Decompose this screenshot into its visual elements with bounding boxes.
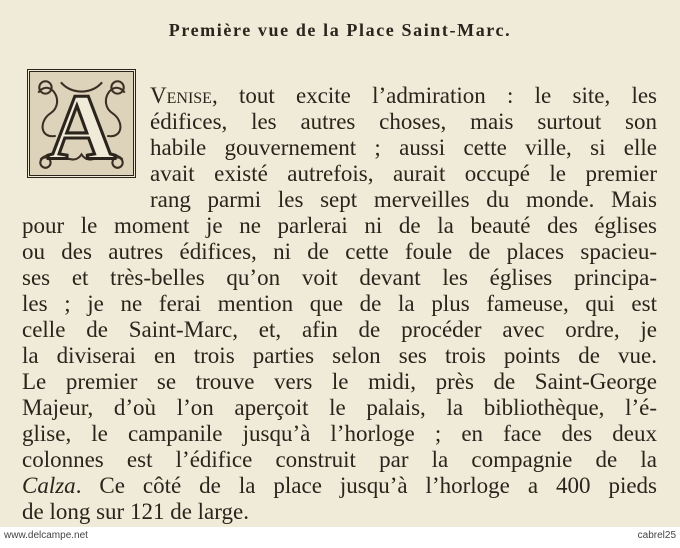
text-line: pour le moment je ne parlerai ni de la beauté des églises: [22, 213, 657, 238]
text-line: glise, le campanile jusqu’à l’horloge ; en face des deux: [22, 421, 657, 446]
text-line: édifices, les autres choses, mais surtout son: [150, 109, 657, 134]
text-line: ses et très-belles qu’on voit devant les églises principa-: [22, 265, 657, 290]
text-line: colonnes est l’édifice construit par la compagnie de la: [22, 447, 657, 472]
text-line: avait existé autrefois, aurait occupé le premier: [150, 161, 657, 186]
text-line: de long sur 121 de large.: [22, 499, 249, 524]
text-line: celle de Saint-Marc, et, afin de procéder avec ordre, je: [22, 317, 657, 342]
text-line: ou des autres édifices, ni de cette foule de places spacieu-: [22, 239, 657, 264]
footer-watermark-right: cabrel25: [637, 530, 676, 541]
ornamental-initial: [27, 69, 136, 178]
text-line: Majeur, d’où l’on aperçoit le palais, la bibliothèque, l’é-: [22, 395, 657, 420]
section-heading: Première vue de la Place Saint-Marc.: [168, 20, 512, 40]
text-line: les ; je ne ferai mention que de la plus fameuse, qui est: [22, 291, 657, 316]
text-line: rang parmi les sept merveilles du monde. Mais: [150, 187, 657, 212]
text-line: [150, 83, 657, 109]
dropcap-letter: A: [47, 75, 116, 175]
text-line: la diviserai en trois parties selon ses trois points de vue.: [22, 343, 657, 368]
text-line: Le premier se trouve vers le midi, près de Saint-George: [22, 369, 657, 394]
text-line: habile gouvernement ; aussi cette ville, si elle: [150, 135, 657, 160]
footer-watermark-left: www.delcampe.net: [4, 530, 88, 541]
first-word: Venise: [150, 83, 212, 108]
text-line: Calza. Ce côté de la place jusqu’à l’horloge a 400 pieds: [22, 473, 657, 498]
line-text: , tout excite l’admiration : le site, les: [211, 83, 657, 108]
